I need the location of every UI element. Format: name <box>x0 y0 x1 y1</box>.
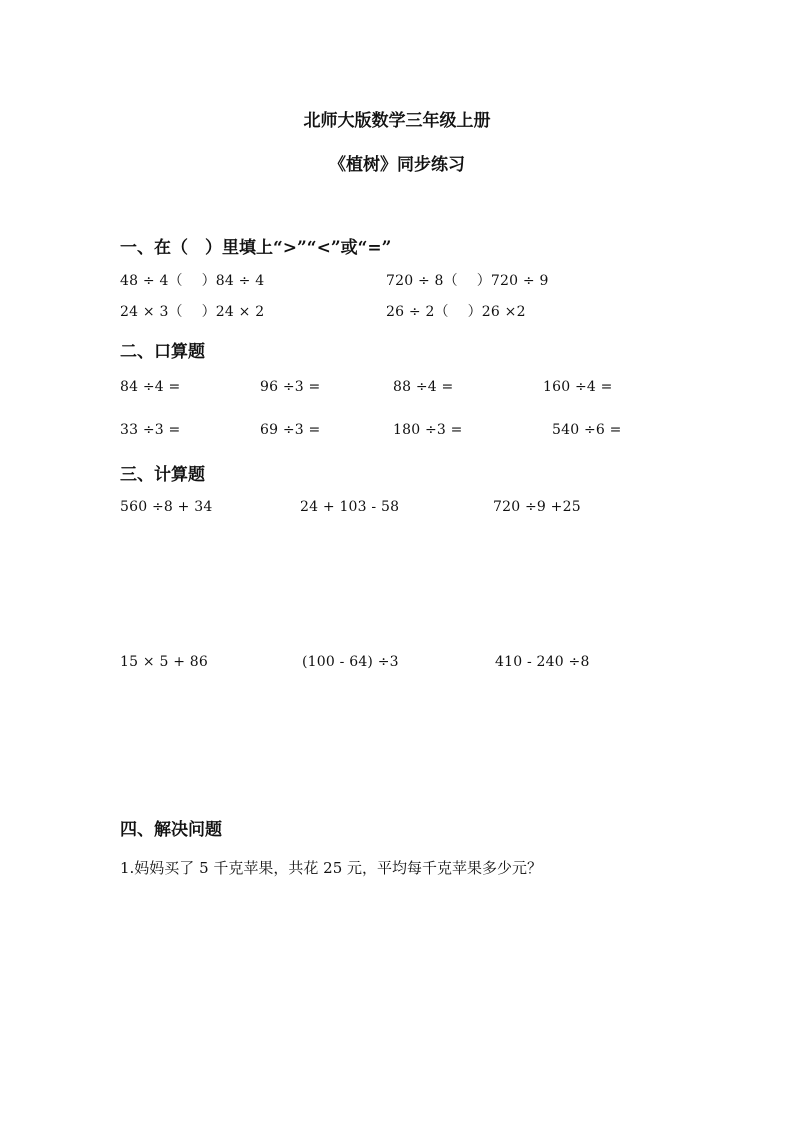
mental-math-item: 160 ÷4 = <box>543 379 613 395</box>
compare-item: 48 ÷ 4（ ）84 ÷ 4 <box>120 273 265 289</box>
calculation-item: 15 × 5 + 86 <box>120 654 208 670</box>
compare-item: 26 ÷ 2（ ）26 ×2 <box>386 304 526 320</box>
calculation-item: (100 - 64) ÷3 <box>302 654 399 670</box>
compare-item: 24 × 3（ ）24 × 2 <box>120 304 265 320</box>
calculation-item: 410 - 240 ÷8 <box>495 654 590 670</box>
calculation-item: 720 ÷9 +25 <box>493 499 581 515</box>
calculation-item: 560 ÷8 + 34 <box>120 499 213 515</box>
compare-item: 720 ÷ 8（ ）720 ÷ 9 <box>386 273 549 289</box>
document-title: 北师大版数学三年级上册 <box>303 111 491 131</box>
mental-math-item: 88 ÷4 = <box>393 379 454 395</box>
calculation-item: 24 + 103 - 58 <box>300 499 400 515</box>
section-word-problem-heading: 四、解决问题 <box>120 820 222 840</box>
section-mental-math-heading: 二、口算题 <box>120 342 205 362</box>
mental-math-item: 180 ÷3 = <box>393 422 463 438</box>
mental-math-item: 96 ÷3 = <box>260 379 321 395</box>
mental-math-item: 33 ÷3 = <box>120 422 181 438</box>
section-compare-heading: 一、在（ ）里填上“>”“<”或“=” <box>120 238 392 258</box>
mental-math-item: 540 ÷6 = <box>552 422 622 438</box>
section-calculation-heading: 三、计算题 <box>120 465 205 485</box>
word-problem: 1.妈妈买了 5 千克苹果，共花 25 元，平均每千克苹果多少元？ <box>120 859 543 877</box>
document-subtitle: 《植树》同步练习 <box>329 155 465 175</box>
mental-math-item: 69 ÷3 = <box>260 422 321 438</box>
mental-math-item: 84 ÷4 = <box>120 379 181 395</box>
